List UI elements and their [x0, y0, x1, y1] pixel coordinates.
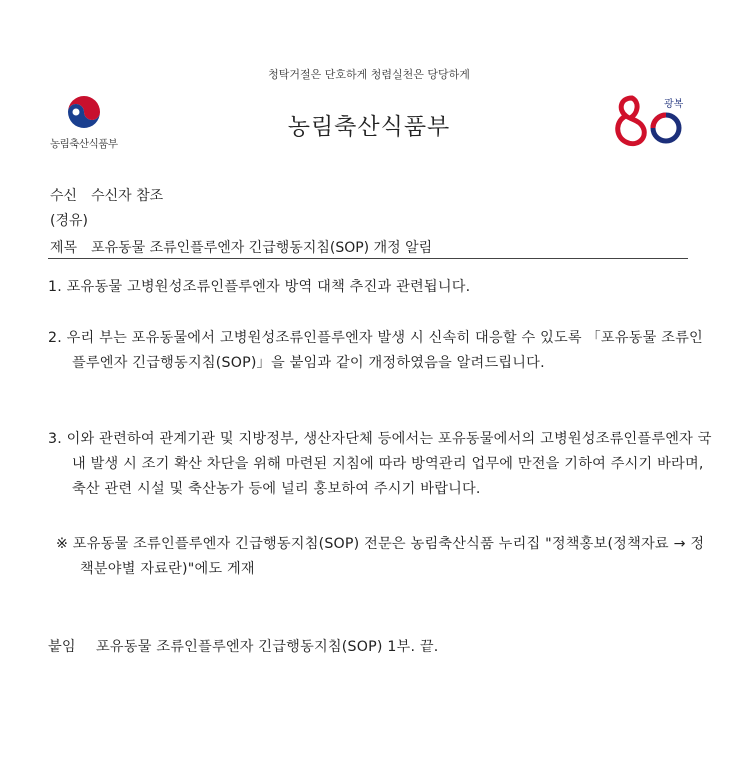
reference-note: ※ 포유동물 조류인플루엔자 긴급행동지침(SOP) 전문은 농림축산식품 누리집 "정책홍보(정책자료 → 정책분야별 자료란)"에도 게재	[56, 536, 705, 577]
document-org-title: 농림축산식품부	[287, 114, 451, 140]
attachment-line	[48, 636, 438, 656]
paragraph-1: 1. 포유동물 고병원성조류인플루엔자 방역 대책 추진과 관련됩니다.	[48, 279, 471, 295]
slogan: 청탁거절은 단호하게 청렴실천은 당당하게	[268, 68, 470, 81]
ministry-logo-caption: 농림축산식품부	[50, 138, 118, 150]
paragraph-3: 3. 이와 관련하여 관계기관 및 지방정부, 생산자단체 등에서는 포유동물에서의 고병원성조류인플루엔자 국내 발생 시 조기 확산 차단을 위해 마련된 지침에 따라 방역관리 업무에 만전을 기하여 주시기 바라며, 축산 관련 시설 및 축산농가 등에 널리 홍보하여 주시기 바랍니다.	[48, 431, 712, 497]
attachment-label: 붙임	[48, 639, 76, 655]
liberation-80th-emblem-icon	[606, 92, 692, 154]
anniversary-logo-text: 광복	[664, 99, 684, 110]
via-line: (경유)	[50, 213, 88, 229]
attachment-value: 포유동물 조류인플루엔자 긴급행동지침(SOP) 1부. 끝.	[96, 639, 439, 655]
subject-line	[50, 237, 432, 257]
subject-value: 포유동물 조류인플루엔자 긴급행동지침(SOP) 개정 알림	[91, 240, 433, 256]
header-divider	[48, 258, 688, 259]
recipient-line	[50, 185, 163, 205]
subject-label: 제목	[50, 240, 78, 256]
paragraph-2: 2. 우리 부는 포유동물에서 고병원성조류인플루엔자 발생 시 신속히 대응할 수 있도록 「포유동물 조류인플루엔자 긴급행동지침(SOP)」을 붙임과 같이 개정하였음을 알려드립니다.	[48, 330, 703, 371]
recipient-label: 수신	[50, 188, 78, 204]
liberation-80th-logo	[606, 92, 692, 154]
recipient-value: 수신자 참조	[91, 188, 164, 204]
